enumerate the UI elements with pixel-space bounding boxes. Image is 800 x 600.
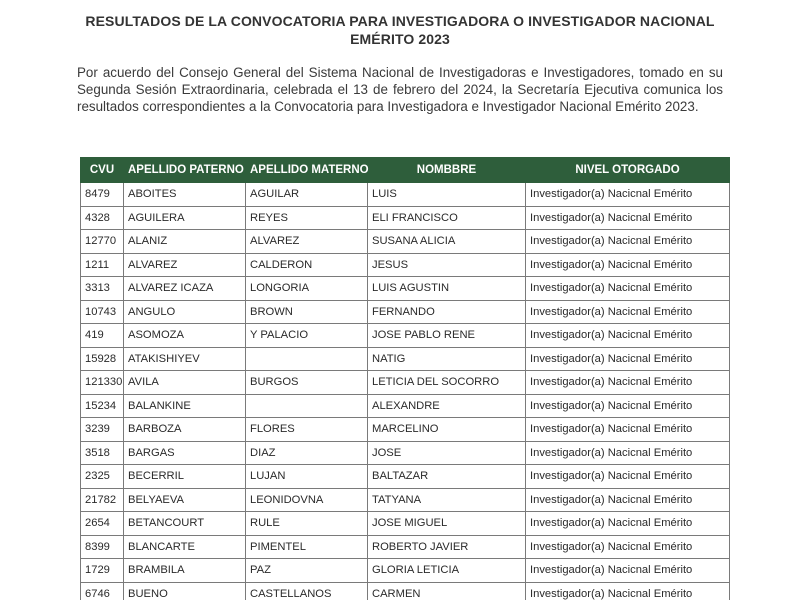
cell-nombre: JOSE [368,441,526,465]
table-row [81,300,730,324]
cell-nivel-otorgado: Investigador(a) Nacicnal Emérito [526,394,730,418]
cell-nombre: GLORIA LETICIA [368,559,526,583]
cell-nombre: ALEXANDRE [368,394,526,418]
header-nivel-otorgado: NIVEL OTORGADO [526,158,730,183]
table-row [81,371,730,395]
cell-nombre: ELI FRANCISCO [368,206,526,230]
cell-cvu: 2325 [81,465,124,489]
cell-apellido-materno [246,347,368,371]
cell-apellido-paterno: ATAKISHIYEV [124,347,246,371]
cell-nombre: MARCELINO [368,418,526,442]
document-title: RESULTADOS DE LA CONVOCATORIA PARA INVESTIGADORA O INVESTIGADOR NACIONAL EMÉRITO 2023 [85,13,715,47]
cell-apellido-paterno: BECERRIL [124,465,246,489]
cell-apellido-paterno: BARBOZA [124,418,246,442]
table-row [81,347,730,371]
cell-apellido-paterno: BALANKINE [124,394,246,418]
cell-nivel-otorgado: Investigador(a) Nacicnal Emérito [526,488,730,512]
table-row [81,230,730,254]
cell-apellido-materno: ALVAREZ [246,230,368,254]
cell-apellido-materno: PIMENTEL [246,535,368,559]
cell-cvu: 3239 [81,418,124,442]
cell-cvu: 4328 [81,206,124,230]
table-row [81,277,730,301]
header-apellido-materno: APELLIDO MATERNO [246,158,368,183]
table-row [81,418,730,442]
cell-nombre: CARMEN [368,582,526,600]
table-body [81,183,730,600]
cell-apellido-paterno: ANGULO [124,300,246,324]
cell-nivel-otorgado: Investigador(a) Nacicnal Emérito [526,535,730,559]
intro-paragraph: Por acuerdo del Consejo General del Sistema Nacional de Investigadoras e Investigadores, tomado en su Segunda Sesión Extraordinaria, celebrada el 13 de febrero del 2024, la Secretaría Ejecutiva comunica los resultados correspondientes a la Convocatoria para Investigadora e Investigador Nacional Emérito 2023. [77,65,723,114]
cell-apellido-materno: BURGOS [246,371,368,395]
cell-nivel-otorgado: Investigador(a) Nacicnal Emérito [526,300,730,324]
cell-nivel-otorgado: Investigador(a) Nacicnal Emérito [526,253,730,277]
table-row [81,488,730,512]
cell-apellido-paterno: AVILA [124,371,246,395]
cell-cvu: 15928 [81,347,124,371]
cell-apellido-materno: BROWN [246,300,368,324]
cell-apellido-materno: FLORES [246,418,368,442]
cell-nivel-otorgado: Investigador(a) Nacicnal Emérito [526,277,730,301]
cell-cvu: 3313 [81,277,124,301]
table-row [81,582,730,600]
cell-nombre: FERNANDO [368,300,526,324]
cell-apellido-materno: RULE [246,512,368,536]
cell-nivel-otorgado: Investigador(a) Nacicnal Emérito [526,512,730,536]
table-row [81,253,730,277]
cell-nivel-otorgado: Investigador(a) Nacicnal Emérito [526,559,730,583]
cell-nombre: ROBERTO JAVIER [368,535,526,559]
cell-nombre: NATIG [368,347,526,371]
cell-apellido-materno: DIAZ [246,441,368,465]
cell-cvu: 3518 [81,441,124,465]
cell-cvu: 12770 [81,230,124,254]
header-apellido-paterno: APELLIDO PATERNO [124,158,246,183]
cell-cvu: 121330 [81,371,124,395]
cell-apellido-paterno: BELYAEVA [124,488,246,512]
cell-apellido-paterno: AGUILERA [124,206,246,230]
cell-apellido-materno: REYES [246,206,368,230]
table-row [81,394,730,418]
cell-nivel-otorgado: Investigador(a) Nacicnal Emérito [526,582,730,600]
cell-cvu: 10743 [81,300,124,324]
cell-cvu: 419 [81,324,124,348]
cell-apellido-paterno: BLANCARTE [124,535,246,559]
cell-apellido-materno: CALDERON [246,253,368,277]
cell-nombre: BALTAZAR [368,465,526,489]
cell-apellido-paterno: BETANCOURT [124,512,246,536]
cell-nombre: JOSE MIGUEL [368,512,526,536]
table-row [81,535,730,559]
table-row [81,465,730,489]
cell-nivel-otorgado: Investigador(a) Nacicnal Emérito [526,441,730,465]
table-row [81,441,730,465]
cell-cvu: 6746 [81,582,124,600]
cell-cvu: 21782 [81,488,124,512]
cell-nombre: LETICIA DEL SOCORRO [368,371,526,395]
table-row [81,512,730,536]
results-table-wrapper [80,157,729,600]
cell-apellido-materno: PAZ [246,559,368,583]
cell-cvu: 8479 [81,183,124,207]
cell-nombre: JOSE PABLO RENE [368,324,526,348]
table-row [81,324,730,348]
table-row [81,183,730,207]
cell-nivel-otorgado: Investigador(a) Nacicnal Emérito [526,418,730,442]
cell-apellido-materno: LONGORIA [246,277,368,301]
cell-apellido-materno: CASTELLANOS [246,582,368,600]
cell-apellido-materno: AGUILAR [246,183,368,207]
cell-nivel-otorgado: Investigador(a) Nacicnal Emérito [526,371,730,395]
cell-nombre: SUSANA ALICIA [368,230,526,254]
cell-nivel-otorgado: Investigador(a) Nacicnal Emérito [526,347,730,371]
cell-apellido-materno: Y PALACIO [246,324,368,348]
cell-nombre: TATYANA [368,488,526,512]
results-table [80,157,730,600]
cell-nivel-otorgado: Investigador(a) Nacicnal Emérito [526,183,730,207]
table-row [81,559,730,583]
cell-nombre: LUIS [368,183,526,207]
cell-apellido-materno: LUJAN [246,465,368,489]
cell-cvu: 15234 [81,394,124,418]
cell-nivel-otorgado: Investigador(a) Nacicnal Emérito [526,230,730,254]
cell-nivel-otorgado: Investigador(a) Nacicnal Emérito [526,324,730,348]
table-row [81,206,730,230]
cell-nombre: JESUS [368,253,526,277]
cell-apellido-paterno: BARGAS [124,441,246,465]
cell-cvu: 2654 [81,512,124,536]
table-header-row [81,158,730,183]
cell-cvu: 8399 [81,535,124,559]
cell-apellido-paterno: BUENO [124,582,246,600]
cell-cvu: 1729 [81,559,124,583]
header-nombre: NOMBBRE [368,158,526,183]
cell-cvu: 1211 [81,253,124,277]
header-cvu: CVU [81,158,124,183]
cell-apellido-paterno: ALVAREZ ICAZA [124,277,246,301]
cell-apellido-paterno: ABOITES [124,183,246,207]
cell-nombre: LUIS AGUSTIN [368,277,526,301]
cell-apellido-materno: LEONIDOVNA [246,488,368,512]
cell-apellido-paterno: BRAMBILA [124,559,246,583]
cell-apellido-materno [246,394,368,418]
cell-apellido-paterno: ASOMOZA [124,324,246,348]
cell-nivel-otorgado: Investigador(a) Nacicnal Emérito [526,465,730,489]
cell-nivel-otorgado: Investigador(a) Nacicnal Emérito [526,206,730,230]
cell-apellido-paterno: ALANIZ [124,230,246,254]
cell-apellido-paterno: ALVAREZ [124,253,246,277]
